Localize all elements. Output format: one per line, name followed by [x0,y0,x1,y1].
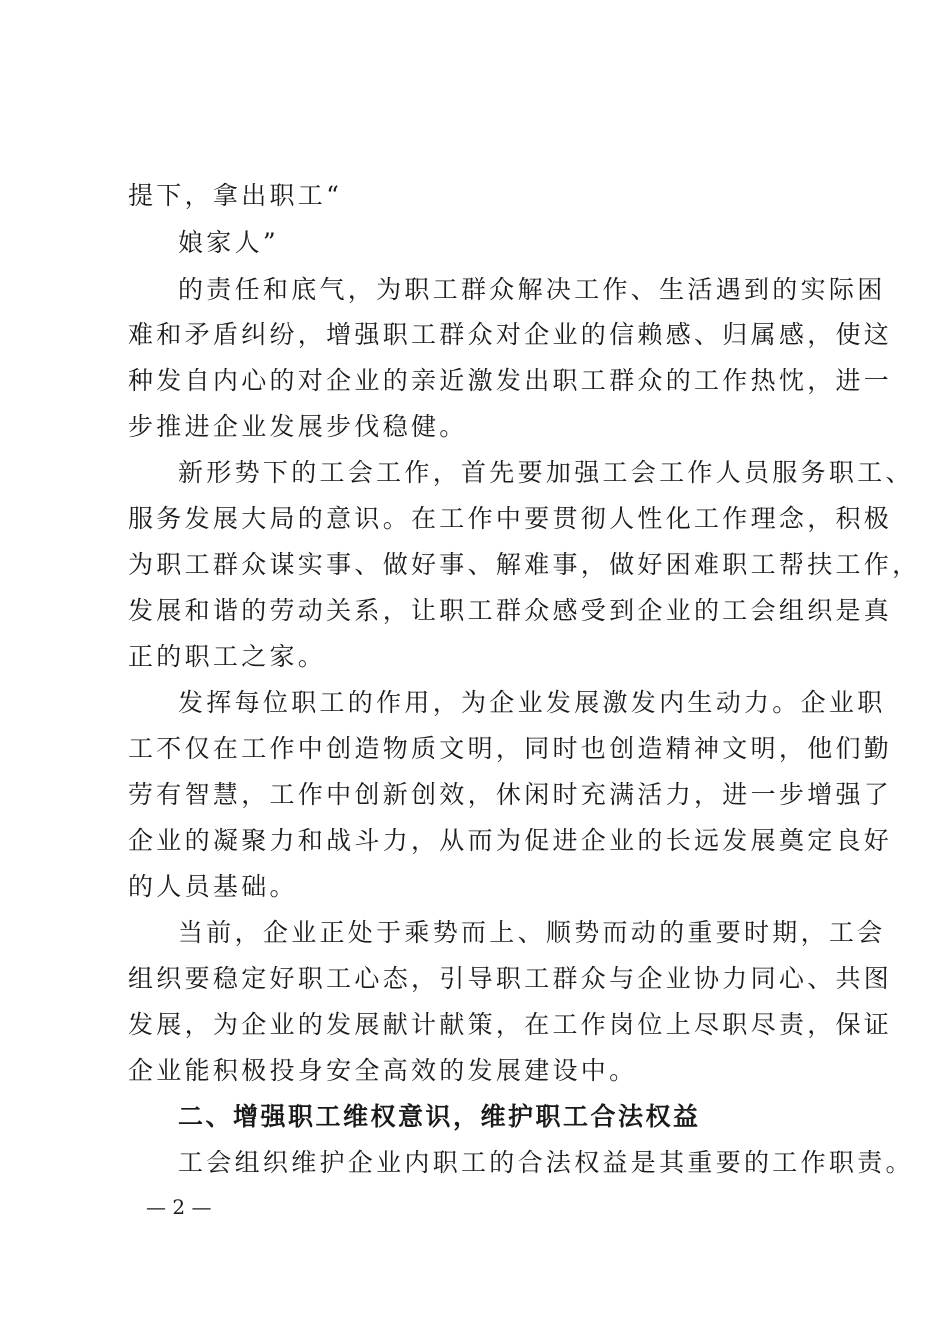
paragraph-line: 为职工群众谋实事、做好事、解难事，做好困难职工帮扶工作， [128,550,921,579]
text-line: 娘家人” [178,228,279,257]
paragraph-line: 劳有智慧，工作中创新创效，休闲时充满活力，进一步增强了 [128,780,893,809]
section-heading: 二、增强职工维权意识，维护职工合法权益 [178,1102,701,1131]
paragraph-line: 种发自内心的对企业的亲近激发出职工群众的工作热忱，进一 [128,366,893,395]
page-number: — 2 — [146,1195,212,1219]
paragraph-line: 的人员基础。 [128,872,298,901]
paragraph-line: 组织要稳定好职工心态，引导职工群众与企业协力同心、共图 [128,964,893,993]
paragraph-line: 发展，为企业的发展献计献策，在工作岗位上尽职尽责，保证 [128,1010,893,1039]
paragraph-line: 企业的凝聚力和战斗力，从而为促进企业的长远发展奠定良好 [128,826,893,855]
paragraph-line: 新形势下的工会工作，首先要加强工会工作人员服务职工、 [178,458,914,487]
paragraph-line: 当前，企业正处于乘势而上、顺势而动的重要时期，工会 [178,918,886,947]
paragraph-line: 工会组织维护企业内职工的合法权益是其重要的工作职责。 [178,1148,914,1177]
text-line: 提下，拿出职工“ [128,181,343,210]
paragraph-line: 工不仅在工作中创造物质文明，同时也创造精神文明，他们勤 [128,734,893,763]
paragraph-line: 发展和谐的劳动关系，让职工群众感受到企业的工会组织是真 [128,596,893,625]
paragraph-line: 服务发展大局的意识。在工作中要贯彻人性化工作理念，积极 [128,504,893,533]
paragraph-line: 正的职工之家。 [128,642,327,671]
paragraph-line: 发挥每位职工的作用，为企业发展激发内生动力。企业职 [178,688,886,717]
paragraph-line: 难和矛盾纠纷，增强职工群众对企业的信赖感、归属感，使这 [128,320,893,349]
paragraph-line: 的责任和底气，为职工群众解决工作、生活遇到的实际困 [178,275,886,304]
paragraph-line: 企业能积极投身安全高效的发展建设中。 [128,1056,638,1085]
paragraph-line: 步推进企业发展步伐稳健。 [128,412,468,441]
